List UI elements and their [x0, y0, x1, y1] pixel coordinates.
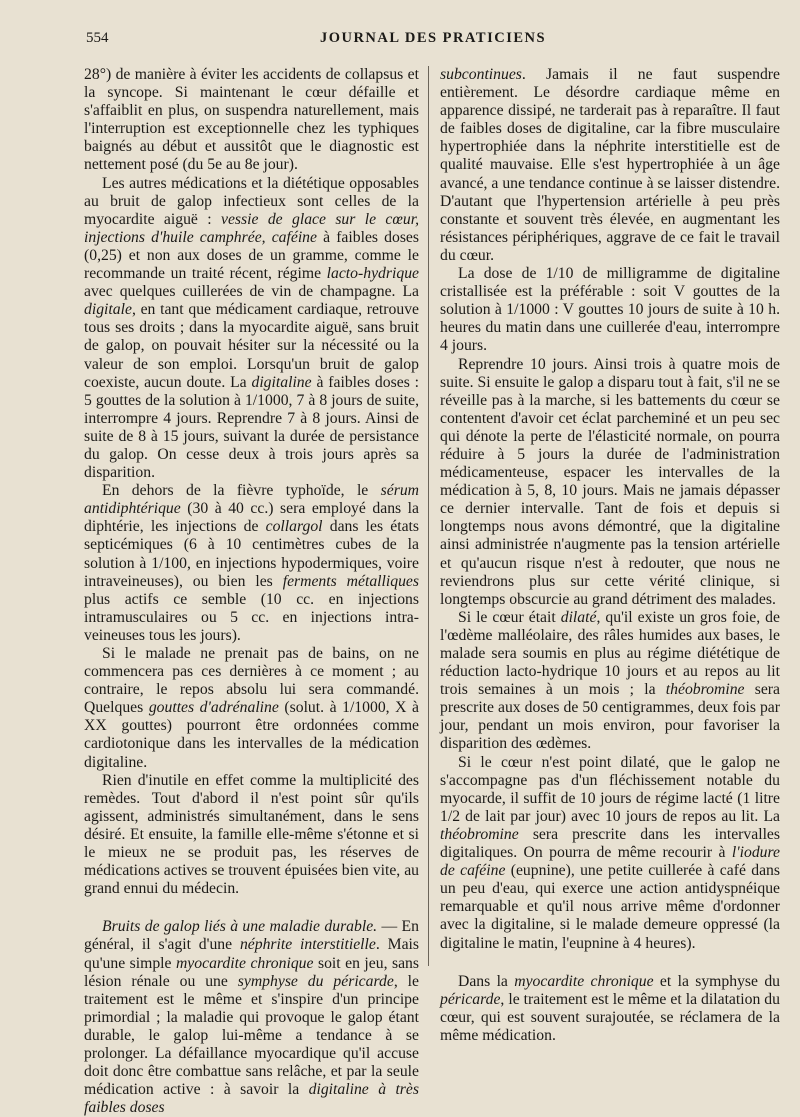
paragraph — [440, 265, 780, 355]
text-run: à faibles doses (0,25) et non aux doses de un gramme, comme le recommande un traité récent, régime — [84, 228, 419, 283]
text-run: avec quelques cuillerées de vin de champagne. La — [84, 283, 419, 301]
text-run: Si le cœur était — [458, 608, 561, 626]
text-run: dans les états septicémiques (6 à 10 centimètres cubes de la solution à 1/100, en injections hypodermiques, voire intraveineuses), ou bien les — [84, 518, 419, 590]
text-run: Reprendre 10 jours. Ainsi trois à quatre mois de suite. Si ensuite le galop a disparu tout à fait, s'il ne se réveille pas à la marche, si les battements du cœur se contentent d'avoir cet éclat parcheminé et un peu sec qui dénote la perte de l'élasticité normale, on pourra réduire à 5 jours la durée de l'administration médicamenteuse, espacer les intervalles de la médication à 5, 8, 10 jours. Mais ne jamais dépasser ce dernier intervalle. Tant de fois et depuis si longtemps nous avons démontré, que la digitaline ainsi administrée n'augmente pas la tension artérielle et qu'aucun risque n'est à redouter, que nous ne reviendrons plus sur cette vérité clinique, si longtemps obscurcie au grand détriment des malades. — [440, 355, 780, 608]
column-divider — [428, 66, 429, 966]
text-run: Dans la — [458, 972, 515, 990]
text-run: Les autres médications et la diététique opposables au bruit de galop infectieux sont celles de la myocardite aiguë : — [84, 174, 419, 228]
paragraph — [84, 482, 419, 645]
text-run: Si le malade ne prenait pas de bains, on ne commencera pas ces dernières à ce moment ; au contraire, le repos absolu lui sera commandé. Quelques — [84, 645, 419, 717]
text-run: 28°) de manière à éviter les accidents de collapsus et la syncope. Si maintenant le cœur défaille et s'affaiblit en plus, on suspendra naturellement, mais l'interruption est exceptionnelle chez les typhiques baignés au début et aussitôt que le diagnostic est nettement posé (du 5e au 8e jour). — [84, 66, 419, 174]
italic-text: vessie de glace sur le cœur, injections d'huile camphrée, caféine — [84, 210, 419, 246]
text-run: Si le cœur n'est point dilaté, que le galop ne s'accompagne pas d'un fléchissement notable du myocarde, il suffit de 10 jours de régime lacté (1 litre 1/2 de lait par jour) avec 10 jours de repos au lit. La — [440, 753, 780, 825]
text-run: plus actifs ce semble (10 cc. en injections intramusculaires ou 5 cc. en injections intra-veineuses tous les jours). — [84, 590, 419, 644]
journal-title: JOURNAL DES PRATICIENS — [319, 30, 547, 46]
text-run: (eupnine), une petite cuillerée à café dans un peu d'eau, qui exerce une action antidyspnéique remarquable et qu'il nous arrive même d'ordonner avec la digitaline, si le malade demeure oppressé (la digitaline le matin, l'eupnine à 4 heures). — [440, 862, 780, 952]
paragraph — [84, 175, 419, 483]
italic-text: péricarde — [440, 990, 501, 1008]
italic-text: dilaté — [560, 608, 597, 626]
italic-text: digitale — [84, 301, 132, 319]
italic-text: digitaline à très faibles doses — [84, 1081, 419, 1117]
text-run: — En général, il s'agit d'une — [84, 918, 419, 954]
italic-text: symphyse du péricarde — [237, 972, 394, 990]
text-run: En dehors de la fièvre typhoïde, le — [102, 482, 381, 500]
text-run: La dose de 1/10 de milligramme de digitaline cristallisée est la préférable : soit V gouttes de la solution à 1/1000 : V gouttes 10 jours de suite à 10 h. heures du matin dans une cuillerée d'eau, interrompre 4 jours. — [440, 265, 780, 355]
italic-text: sérum antidiphtérique — [84, 482, 419, 518]
italic-text: subcontinues — [440, 66, 522, 83]
text-run: soit en jeu, sans lésion rénale ou une — [84, 954, 420, 990]
text-run: , qu'il existe un gros foie, de l'œdème malléolaire, des râles humides aux bases, le malade sera soumis en plus au régime diététique de réduction lacto-hydrique 10 jours et au repos au lit trois semaines à un mois ; la — [440, 608, 780, 699]
text-run: , le traitement est le même et la dilatation du cœur, qui est souvent surajoutée, se réclamera de la même médication. — [440, 990, 780, 1044]
left-column — [84, 66, 419, 1117]
italic-text: théobromine — [665, 681, 745, 699]
paragraph — [84, 772, 419, 899]
paragraph — [440, 973, 780, 1045]
text-run: à faibles doses : 5 gouttes de la solution à 1/1000, 7 à 8 jours de suite, interrompre 4 jours. Reprendre 7 à 8 jours. Ainsi de suite de 8 à 15 jours, suivant la durée de persistance du galop. On cesse deux à trois jours après sa disparition. — [84, 373, 419, 482]
section-paragraph — [84, 918, 419, 1117]
italic-text: ferments métalliques — [282, 572, 419, 590]
paragraph — [440, 754, 780, 953]
text-run: , le traitement est le même et s'inspire d'un principe primordial ; la maladie qui provoque le galop étant durable, le galop lui-même a tendance à se prolonger. La défaillance myocardique qu'il accuse doit donc être combattue sans relâche, et par la seule médication active : à savoir la — [84, 972, 419, 1099]
text-run: et la symphyse du — [653, 972, 781, 990]
text-run: . Jamais il ne faut suspendre entièrement. Le désordre cardiaque même en apparence dissipé, ne tarderait pas à reparaître. Il faut de faibles doses de digitaline, car la fibre musculaire hypertrophiée dans la néphrite interstitielle est de qualité mauvaise. Elle s'est hypertrophiée à un âge avancé, a une tendance continue à se laisser distendre. D'autant que l'hypertension artérielle à peu près constante et souvent très élevée, en augmentant les résistances périphériques, aggrave de ce fait le travail du cœur. — [440, 66, 780, 264]
paragraph — [440, 66, 780, 265]
italic-text: gouttes d'adrénaline — [148, 699, 279, 717]
text-run: sera prescrite dans les intervalles digitaliques. On pourra de même recourir à — [440, 825, 780, 862]
italic-text: lacto-hydrique — [326, 265, 419, 283]
text-run: (solut. à 1/1000, X à XX gouttes) pourront être ordonnées comme cardiotonique dans les intervalles de la médication digitaline. — [84, 699, 419, 771]
italic-text: myocardite chronique — [514, 972, 654, 990]
paragraph — [440, 609, 780, 754]
italic-text: digitaline — [251, 373, 312, 391]
italic-text: myocardite chronique — [175, 954, 314, 972]
text-run: , en tant que médicament cardiaque, retrouve tous ses droits ; dans la myocardite aiguë, sans bruit de galop, on pouvait hésiter sur la nécessité ou la valeur de son emploi. Lorsqu'un bruit de galop coexiste, aucun doute. La — [84, 301, 419, 391]
paragraph — [84, 66, 419, 175]
italic-text: Bruits de galop liés à une maladie durable. — [102, 918, 378, 936]
italic-text: l'iodure de caféine — [440, 844, 780, 880]
paragraph — [440, 356, 780, 609]
italic-text: collargol — [265, 518, 323, 536]
right-column — [440, 66, 780, 1045]
italic-text: néphrite interstitielle — [239, 936, 376, 954]
text-run: (30 à 40 cc.) sera employé dans la diphtérie, les injections de — [84, 500, 419, 536]
italic-text: théobromine — [440, 825, 519, 843]
text-run: Rien d'inutile en effet comme la multiplicité des remèdes. Tout d'abord il n'est point sûr qu'ils agissent, administrés simultanément, dans le sens désiré. Et ensuite, la famille elle-même s'étonne et si le mieux ne se produit pas, les réserves de médications actives se trouvent épuisées bien vite, au grand ennui du médecin. — [84, 771, 419, 898]
paragraph — [84, 645, 419, 772]
page-number: 554 — [86, 30, 109, 46]
text-run: . Mais qu'une simple — [84, 936, 420, 972]
text-run: sera prescrite aux doses de 50 centigrammes, deux fois par jour, pendant un mois environ, pour favoriser la disparition des œdèmes. — [440, 681, 780, 753]
